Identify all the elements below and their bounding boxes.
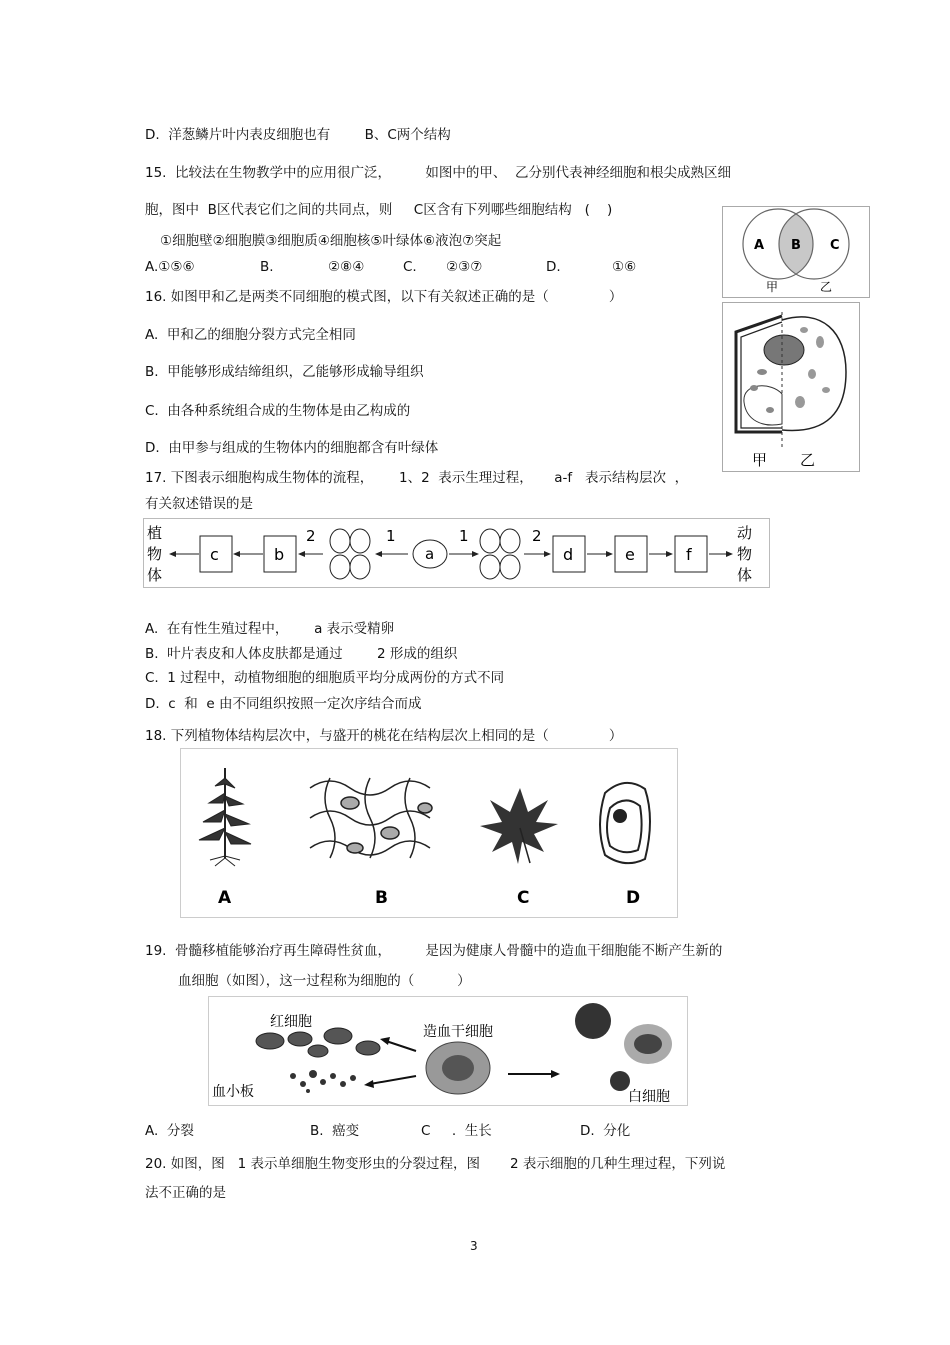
q15-stem-line1: 15. 比较法在生物教学中的应用很广泛， 如图中的甲、 乙分别代表神经细胞和根尖成熟区细 xyxy=(145,165,731,181)
flow-label-plant-1: 植 xyxy=(147,524,163,542)
label-hematopoietic-stem-cell: 造血干细胞 xyxy=(423,1024,493,1040)
venn-diagram xyxy=(722,206,870,298)
flow-label-plant-2: 物 xyxy=(147,545,163,563)
flow-label-d: d xyxy=(563,545,574,564)
flow-label-animal-2: 物 xyxy=(737,545,753,563)
q17-option-b: B. 叶片表皮和人体皮肤都是通过 2 形成的组织 xyxy=(145,646,458,662)
flow-step-2-right: 2 xyxy=(532,527,542,545)
q15-option-d-value: ①⑥ xyxy=(612,259,637,275)
q15-option-d: D. xyxy=(546,259,561,275)
flow-label-f: f xyxy=(686,545,692,564)
venn-label-c: C xyxy=(830,238,840,253)
q15-option-b-value: ②⑧④ xyxy=(328,259,365,275)
cell-label-yi: 乙 xyxy=(800,451,816,469)
q16-option-d: D. 由甲参与组成的生物体内的细胞都含有叶绿体 xyxy=(145,440,439,456)
q19-stem-line2: 血细胞（如图），这一过程称为细胞的（ ） xyxy=(178,973,471,989)
q20-stem-line1: 20. 如图，图 1 表示单细胞生物变形虫的分裂过程，图 2 表示细胞的几种生理过程，下列说 xyxy=(145,1156,726,1172)
q17-option-a: A. 在有性生殖过程中， a 表示受精卵 xyxy=(145,621,395,637)
q16-stem: 16. 如图甲和乙是两类不同细胞的模式图，以下有关叙述正确的是（ ） xyxy=(145,289,623,305)
venn-label-b: B xyxy=(791,238,801,253)
plant-structure-levels-figure xyxy=(180,748,678,918)
q17-stem-line2: 有关叙述错误的是 xyxy=(145,496,253,512)
q15-option-c: C. xyxy=(403,259,417,275)
q16-option-b: B. 甲能够形成结缔组织，乙能够形成输导组织 xyxy=(145,364,424,380)
q19-option-a: A. 分裂 xyxy=(145,1123,194,1139)
label-rbc: 红细胞 xyxy=(270,1014,312,1030)
flow-label-animal-1: 动 xyxy=(737,524,753,542)
option-label-b: B xyxy=(375,888,388,908)
label-wbc: 白细胞 xyxy=(628,1089,670,1105)
q19-option-d: D. 分化 xyxy=(580,1123,631,1139)
venn-label-a: A xyxy=(754,238,765,253)
flow-label-plant-3: 体 xyxy=(147,566,163,584)
venn-label-jia: 甲 xyxy=(766,280,779,294)
flow-label-c: c xyxy=(210,545,219,564)
q19-stem-line1: 19. 骨髓移植能够治疗再生障碍性贫血， 是因为健康人骨髓中的造血干细胞能不断产生新的 xyxy=(145,943,723,959)
flow-label-b: b xyxy=(274,545,285,564)
q16-option-a: A. 甲和乙的细胞分裂方式完全相同 xyxy=(145,327,356,343)
flow-label-e: e xyxy=(625,545,635,564)
q15-stem-line2: 胞，图中 B区代表它们之间的共同点，则 C区含有下列哪些细胞结构 ( ) xyxy=(145,202,613,218)
q19-option-c: C . 生长 xyxy=(421,1123,492,1139)
cell-label-jia: 甲 xyxy=(752,451,768,469)
flow-label-a: a xyxy=(425,545,435,563)
flow-step-2-left: 2 xyxy=(306,527,316,545)
flow-step-1-right: 1 xyxy=(459,527,469,545)
q15-option-a: A.①⑤⑥ xyxy=(145,259,195,275)
q15-structures-list: ①细胞壁②细胞膜③细胞质④细胞核⑤叶绿体⑥液泡⑦突起 xyxy=(160,233,502,249)
blood-cell-differentiation-figure xyxy=(208,996,688,1106)
q15-option-b: B. xyxy=(260,259,274,275)
label-platelet: 血小板 xyxy=(212,1084,254,1100)
q20-stem-line2: 法不正确的是 xyxy=(145,1185,226,1201)
cell-to-organism-flow xyxy=(143,518,770,588)
page-number: 3 xyxy=(470,1239,478,1253)
q17-option-c: C. 1 过程中，动植物细胞的细胞质平均分成两份的方式不同 xyxy=(145,670,505,686)
q17-stem-line1: 17. 下图表示细胞构成生物体的流程， 1、2 表示生理过程， a-f 表示结构层次 ， xyxy=(145,470,689,486)
q19-option-b: B. 癌变 xyxy=(310,1123,360,1139)
flow-label-animal-3: 体 xyxy=(737,566,753,584)
option-label-a: A xyxy=(218,888,232,908)
option-label-c: C xyxy=(517,888,530,908)
venn-label-yi: 乙 xyxy=(820,280,833,294)
flow-step-1-left: 1 xyxy=(386,527,396,545)
q14-option-d: D. 洋葱鳞片叶内表皮细胞也有 B、C两个结构 xyxy=(145,127,451,143)
option-label-d: D xyxy=(626,888,641,908)
q18-stem: 18. 下列植物体结构层次中，与盛开的桃花在结构层次上相同的是（ ） xyxy=(145,728,623,744)
q16-option-c: C. 由各种系统组合成的生物体是由乙构成的 xyxy=(145,403,411,419)
q15-option-c-value: ②③⑦ xyxy=(446,259,483,275)
cell-comparison-figure xyxy=(722,302,860,472)
q17-option-d: D. c 和 e 由不同组织按照一定次序结合而成 xyxy=(145,696,422,712)
